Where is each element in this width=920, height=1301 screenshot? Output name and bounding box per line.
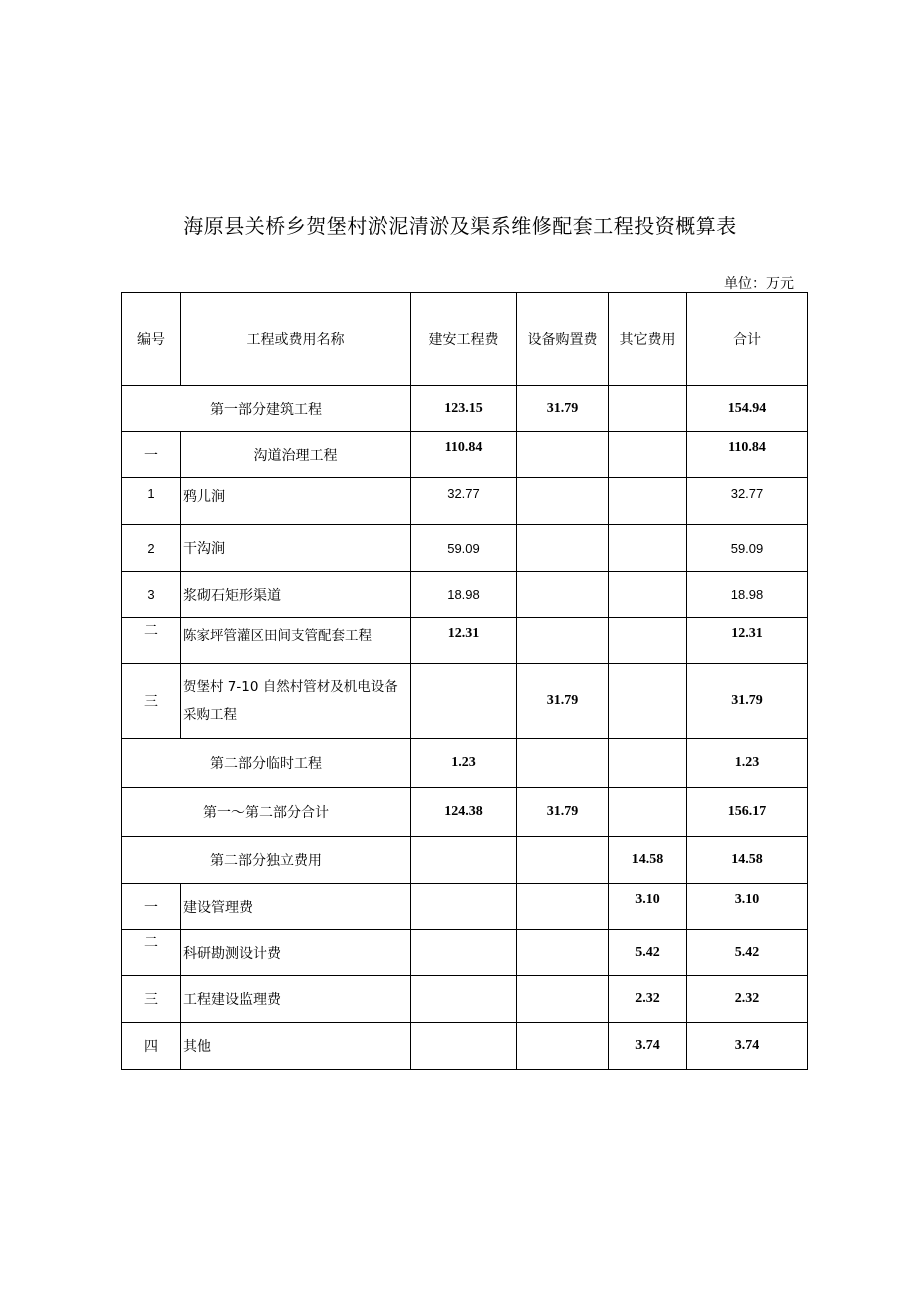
cell-other <box>609 525 687 572</box>
cell-total: 5.42 <box>687 930 808 976</box>
cell-total: 59.09 <box>687 525 808 572</box>
cell-equipment: 31.79 <box>517 788 609 837</box>
row-name: 其他 <box>181 1023 411 1070</box>
page-title: 海原县关桥乡贺堡村淤泥清淤及渠系维修配套工程投资概算表 <box>183 214 737 238</box>
table-row <box>122 788 808 837</box>
cell-equipment <box>517 618 609 664</box>
cell-equipment <box>517 572 609 618</box>
cell-other <box>609 432 687 478</box>
row-id: 一 <box>122 884 181 930</box>
row-id: 3 <box>122 572 181 618</box>
header-id: 编号 <box>122 293 181 386</box>
table-row <box>122 976 808 1023</box>
row-id: 二 <box>122 618 181 664</box>
cell-other <box>609 572 687 618</box>
cell-total: 3.10 <box>687 884 808 930</box>
header-construction-cost: 建安工程费 <box>411 293 517 386</box>
row-name: 鸦儿涧 <box>181 478 411 525</box>
header-equipment-cost: 设备购置费 <box>517 293 609 386</box>
cell-construction: 32.77 <box>411 478 517 525</box>
cell-construction: 59.09 <box>411 525 517 572</box>
cell-other: 3.10 <box>609 884 687 930</box>
table-row <box>122 386 808 432</box>
cell-equipment <box>517 478 609 525</box>
cell-construction <box>411 930 517 976</box>
cell-construction <box>411 884 517 930</box>
row-name: 第一部分建筑工程 <box>122 386 411 432</box>
cell-other: 2.32 <box>609 976 687 1023</box>
cell-total: 3.74 <box>687 1023 808 1070</box>
header-name: 工程或费用名称 <box>181 293 411 386</box>
cell-other: 3.74 <box>609 1023 687 1070</box>
cell-other <box>609 386 687 432</box>
table-row <box>122 432 808 478</box>
cell-equipment <box>517 1023 609 1070</box>
row-name: 科研勘测设计费 <box>181 930 411 976</box>
cell-other: 5.42 <box>609 930 687 976</box>
cell-other: 14.58 <box>609 837 687 884</box>
cell-equipment <box>517 884 609 930</box>
cell-construction <box>411 837 517 884</box>
row-name: 工程建设监理费 <box>181 976 411 1023</box>
cell-equipment <box>517 837 609 884</box>
row-id: 2 <box>122 525 181 572</box>
table-row <box>122 1023 808 1070</box>
cell-other <box>609 618 687 664</box>
unit-label: 单位：万元 <box>724 276 794 292</box>
cell-total: 1.23 <box>687 739 808 788</box>
budget-table <box>121 292 808 1070</box>
row-id: 四 <box>122 1023 181 1070</box>
row-id: 一 <box>122 432 181 478</box>
header-total: 合计 <box>687 293 808 386</box>
row-name: 沟道治理工程 <box>181 432 411 478</box>
cell-total: 32.77 <box>687 478 808 525</box>
cell-other <box>609 788 687 837</box>
cell-equipment: 31.79 <box>517 664 609 739</box>
cell-equipment <box>517 976 609 1023</box>
row-name: 第二部分独立费用 <box>122 837 411 884</box>
table-row <box>122 930 808 976</box>
table-row <box>122 664 808 739</box>
cell-other <box>609 478 687 525</box>
row-name: 干沟涧 <box>181 525 411 572</box>
table-row <box>122 572 808 618</box>
cell-other <box>609 739 687 788</box>
cell-total: 2.32 <box>687 976 808 1023</box>
cell-other <box>609 664 687 739</box>
row-id: 三 <box>122 664 181 739</box>
cell-construction: 1.23 <box>411 739 517 788</box>
cell-total: 31.79 <box>687 664 808 739</box>
cell-total: 14.58 <box>687 837 808 884</box>
cell-equipment <box>517 525 609 572</box>
cell-equipment <box>517 432 609 478</box>
table-row <box>122 739 808 788</box>
cell-construction <box>411 976 517 1023</box>
row-name: 浆砌石矩形渠道 <box>181 572 411 618</box>
table-header-row <box>122 293 808 386</box>
cell-construction: 123.15 <box>411 386 517 432</box>
cell-total: 12.31 <box>687 618 808 664</box>
row-id: 1 <box>122 478 181 525</box>
table-row <box>122 884 808 930</box>
row-id: 三 <box>122 976 181 1023</box>
cell-total: 110.84 <box>687 432 808 478</box>
header-other-cost: 其它费用 <box>609 293 687 386</box>
cell-construction: 124.38 <box>411 788 517 837</box>
cell-total: 18.98 <box>687 572 808 618</box>
cell-construction: 18.98 <box>411 572 517 618</box>
cell-equipment: 31.79 <box>517 386 609 432</box>
row-name: 第一～第二部分合计 <box>122 788 411 837</box>
cell-construction: 110.84 <box>411 432 517 478</box>
table-row <box>122 837 808 884</box>
row-name: 第二部分临时工程 <box>122 739 411 788</box>
row-name: 贺堡村 7-10 自然村管材及机电设备采购工程 <box>181 664 411 739</box>
cell-total: 154.94 <box>687 386 808 432</box>
cell-construction <box>411 1023 517 1070</box>
cell-total: 156.17 <box>687 788 808 837</box>
table-row <box>122 618 808 664</box>
table-row <box>122 478 808 525</box>
cell-construction: 12.31 <box>411 618 517 664</box>
table-row <box>122 525 808 572</box>
cell-equipment <box>517 930 609 976</box>
cell-equipment <box>517 739 609 788</box>
cell-construction <box>411 664 517 739</box>
row-id: 二 <box>122 930 181 976</box>
row-name: 陈家坪管灌区田间支管配套工程 <box>181 618 411 664</box>
row-name: 建设管理费 <box>181 884 411 930</box>
